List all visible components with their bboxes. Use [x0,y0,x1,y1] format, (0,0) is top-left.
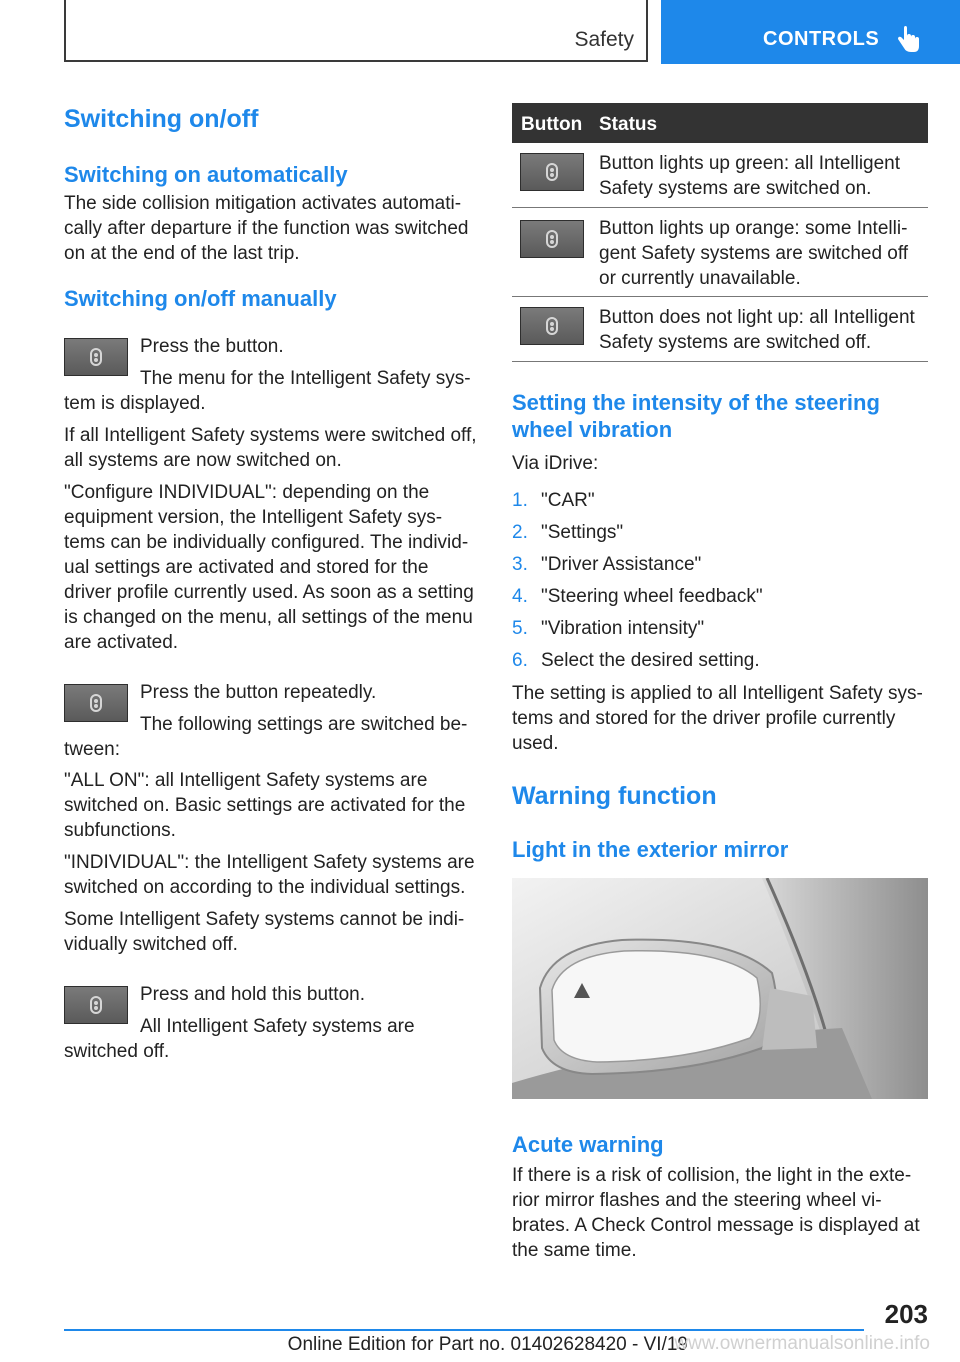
table-row [512,143,928,208]
intelligent-safety-icon [546,163,558,181]
following-line2: tween: [64,739,120,760]
warning-heading: Warning function [512,782,717,810]
all-off-text: If all Intelligent Safety systems were switched off, all systems are now switched on. [64,425,477,471]
status-table-header [512,103,928,143]
footer-watermark: www.ownermanualsonline.info [674,1333,930,1354]
table-col-button: Button [521,114,583,135]
footer-edition: Online Edition for Part no. 01402628420 - VI/19 [287,1334,688,1355]
acute-heading: Acute warning [512,1132,664,1157]
menu-text-line1: The menu for the Intelligent Safety sys- [140,368,471,389]
intelligent-safety-button-image [64,338,128,376]
applied-text: The setting is applied to all Intelligent Safety sys-tems and stored for the driver profile currently used. [512,683,923,754]
all-switched-line1: All Intelligent Safety systems are [140,1016,415,1037]
header-chapter-tab [661,0,960,64]
following-line1: The following settings are switched be- [140,714,468,735]
table-row [512,297,928,362]
list-item: 5. "Vibration intensity" [512,618,705,639]
table-status-cell: Button lights up green: all Intelligent Safety systems are switched on. [599,153,901,199]
list-item: 6. Select the desired setting. [512,650,760,671]
idrive-steps-list [512,488,763,680]
header-section-box [64,0,648,62]
press-hold-text: Press and hold this button. [140,984,365,1005]
table-status-cell: Button lights up orange: some Intelli-gent Safety systems are switched off or currently unavailable. [599,218,909,289]
menu-text-line2: tem is displayed. [64,393,206,414]
some-text: Some Intelligent Safety systems cannot be indi-vidually switched off. [64,909,465,955]
intelligent-safety-icon [546,317,558,335]
via-idrive-text: Via iDrive: [512,453,599,474]
hand-pointer-icon [895,26,921,54]
light-heading: Light in the exterior mirror [512,837,789,862]
individual-text: "INDIVIDUAL": the Intelligent Safety systems are switched on according to the individual settings. [64,852,475,898]
table-status-cell: Button does not light up: all Intelligent Safety systems are switched off. [599,307,915,353]
auto-text: The side collision mitigation activates automati-cally after departure if the function was switched on at the end of the last trip. [64,193,469,264]
intelligent-safety-button-image [64,684,128,722]
press-button-text: Press the button. [140,336,284,357]
list-item: 1. "CAR" [512,490,595,511]
intelligent-safety-icon [546,230,558,248]
list-item: 2. "Settings" [512,522,624,543]
footer-divider [64,1329,864,1331]
manual-heading: Switching on/off manually [64,286,337,311]
configure-text: "Configure INDIVIDUAL": depending on the equipment version, the Intelligent Safety sys-tems can be individually configured. The individ-ual settings are activated and stored for the driver profile currently used. As soon as a setting is changed on the menu, all settings of the menu are activated. [64,482,474,653]
table-row [512,208,928,297]
exterior-mirror-illustration [512,878,928,1099]
page-number: 203 [884,1299,928,1329]
section-title: Switching on/off [64,105,259,133]
header-section-title: Safety [574,28,634,51]
header-chapter-label: CONTROLS [763,28,880,50]
press-repeatedly-text: Press the button repeatedly. [140,682,377,703]
auto-heading: Switching on automatically [64,162,348,187]
table-col-status: Status [599,114,658,135]
intelligent-safety-icon [90,348,102,366]
all-switched-line2: switched off. [64,1041,170,1062]
intelligent-safety-button-image [520,307,584,345]
intelligent-safety-button-image [520,220,584,258]
intelligent-safety-icon [90,996,102,1014]
intelligent-safety-button-image [520,153,584,191]
all-on-text: "ALL ON": all Intelligent Safety systems are switched on. Basic settings are activated for the subfunctions. [64,770,466,841]
vibration-heading: Setting the intensity of the steering wheel vibration [512,390,880,442]
list-item: 4. "Steering wheel feedback" [512,586,763,607]
intelligent-safety-button-image [64,986,128,1024]
acute-text: If there is a risk of collision, the light in the exte-rior mirror flashes and the steering wheel vi-brates. A Check Control message is displayed at the same time. [512,1165,920,1261]
list-item: 3. "Driver Assistance" [512,554,702,575]
intelligent-safety-icon [90,694,102,712]
